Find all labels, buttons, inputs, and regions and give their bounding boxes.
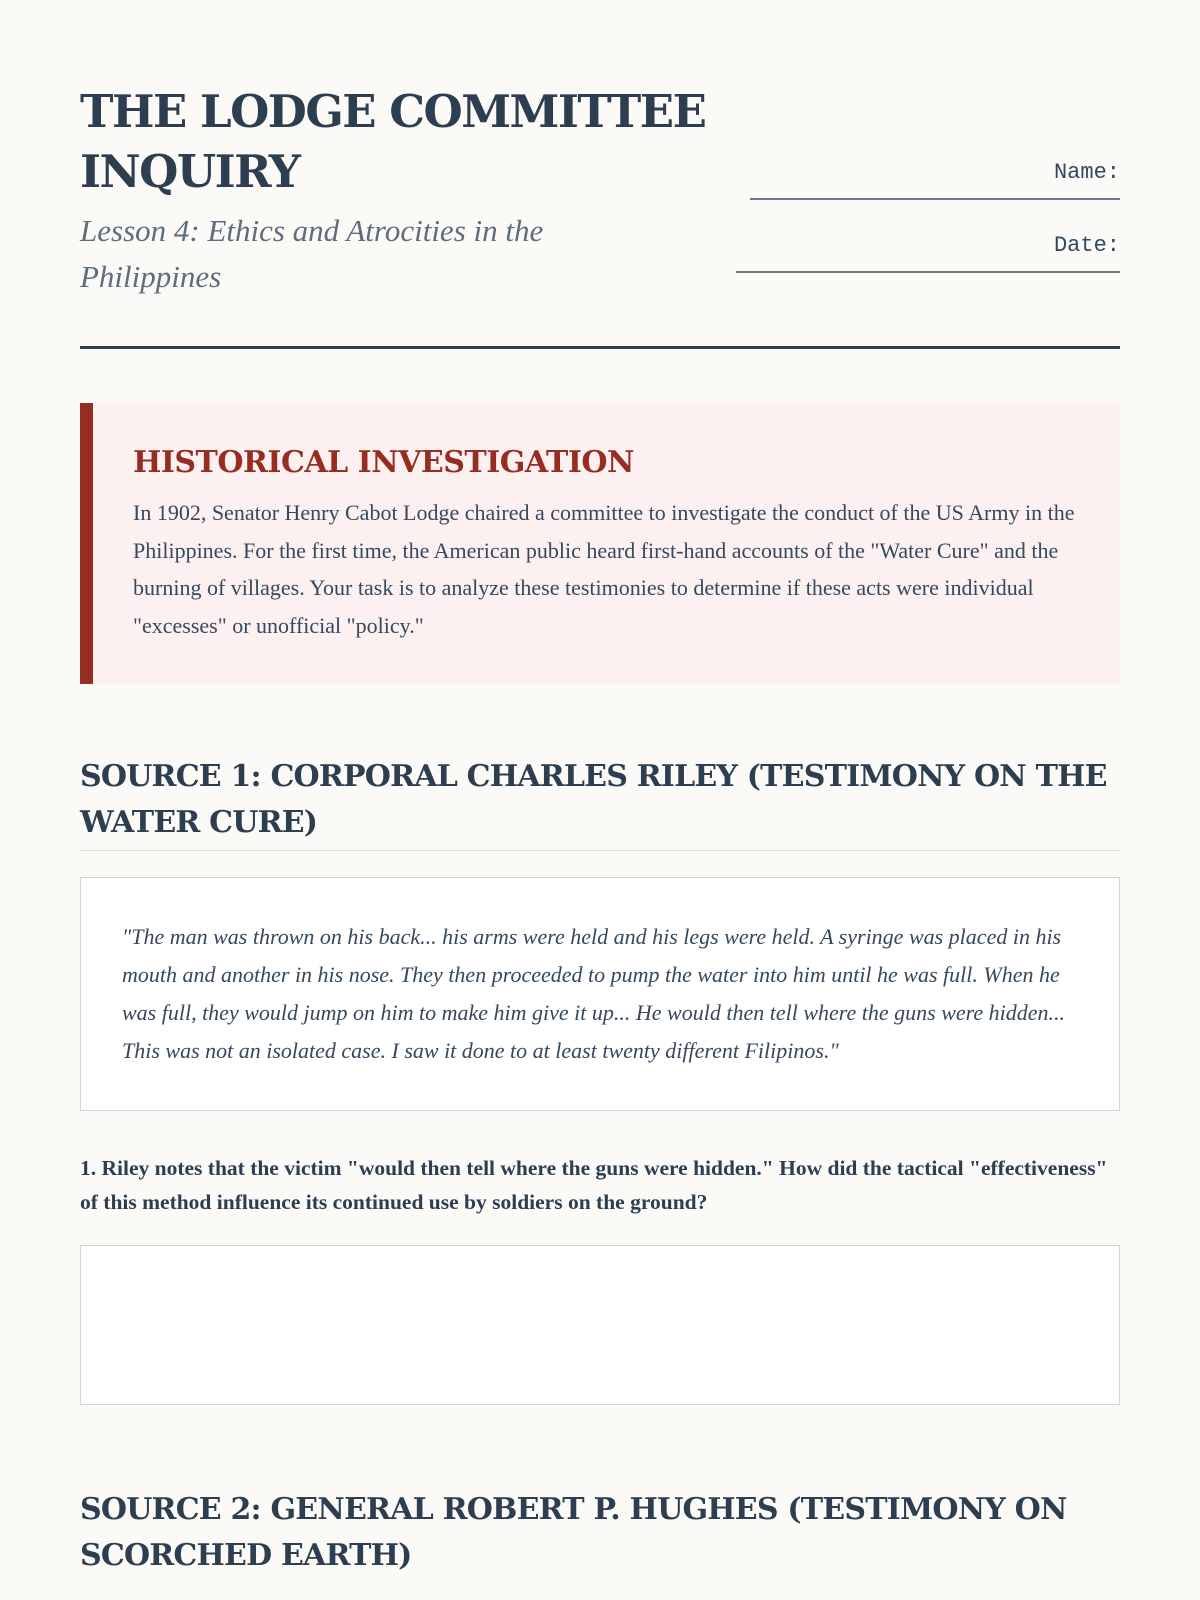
date-label: Date: (1053, 233, 1120, 258)
page-title: THE LODGE COMMITTEE INQUIRY (80, 85, 706, 198)
source-1-quote: "The man was thrown on his back... his arms were held and his legs were held. A syringe was placed in his mouth and another in his nose. They then proceeded to pump the water into him until he was full. When he was full, they would jump on him to make him give it up... He would then tell where the guns were hidden... This was not an isolated case. I saw it done to at least twenty different Filipinos." (80, 877, 1120, 1111)
source-1-heading: SOURCE 1: CORPORAL CHARLES RILEY (TESTIMONY ON THE WATER CURE) (80, 754, 1120, 851)
title-block (80, 82, 720, 300)
question-1-answer-box[interactable] (80, 1245, 1120, 1405)
name-field[interactable] (750, 190, 1120, 200)
historical-investigation-box (80, 403, 1120, 684)
lesson-subtitle: Lesson 4: Ethics and Atrocities in the Philippines (80, 213, 544, 294)
student-fields (736, 160, 1120, 306)
intro-body: In 1902, Senator Henry Cabot Lodge chaired a committee to investigate the conduct of the US Army in the Philippines. For the first time, the American public heard first-hand accounts of the "Water Cure" and the burning of villages. Your task is to analyze these testimonies to determine if these acts were individual "excesses" or unofficial "policy." (133, 500, 1075, 638)
question-1: 1. Riley notes that the victim "would then tell where the guns were hidden." How did the tactical "effectiveness" of this method influence its continued use by soldiers on the ground? (80, 1156, 1108, 1214)
date-field[interactable] (736, 263, 1120, 273)
source-2-heading: SOURCE 2: GENERAL ROBERT P. HUGHES (TESTIMONY ON SCORCHED EARTH) (80, 1492, 1067, 1573)
worksheet-header (80, 0, 1120, 349)
intro-heading: HISTORICAL INVESTIGATION (133, 445, 634, 480)
name-label: Name: (1053, 160, 1120, 185)
